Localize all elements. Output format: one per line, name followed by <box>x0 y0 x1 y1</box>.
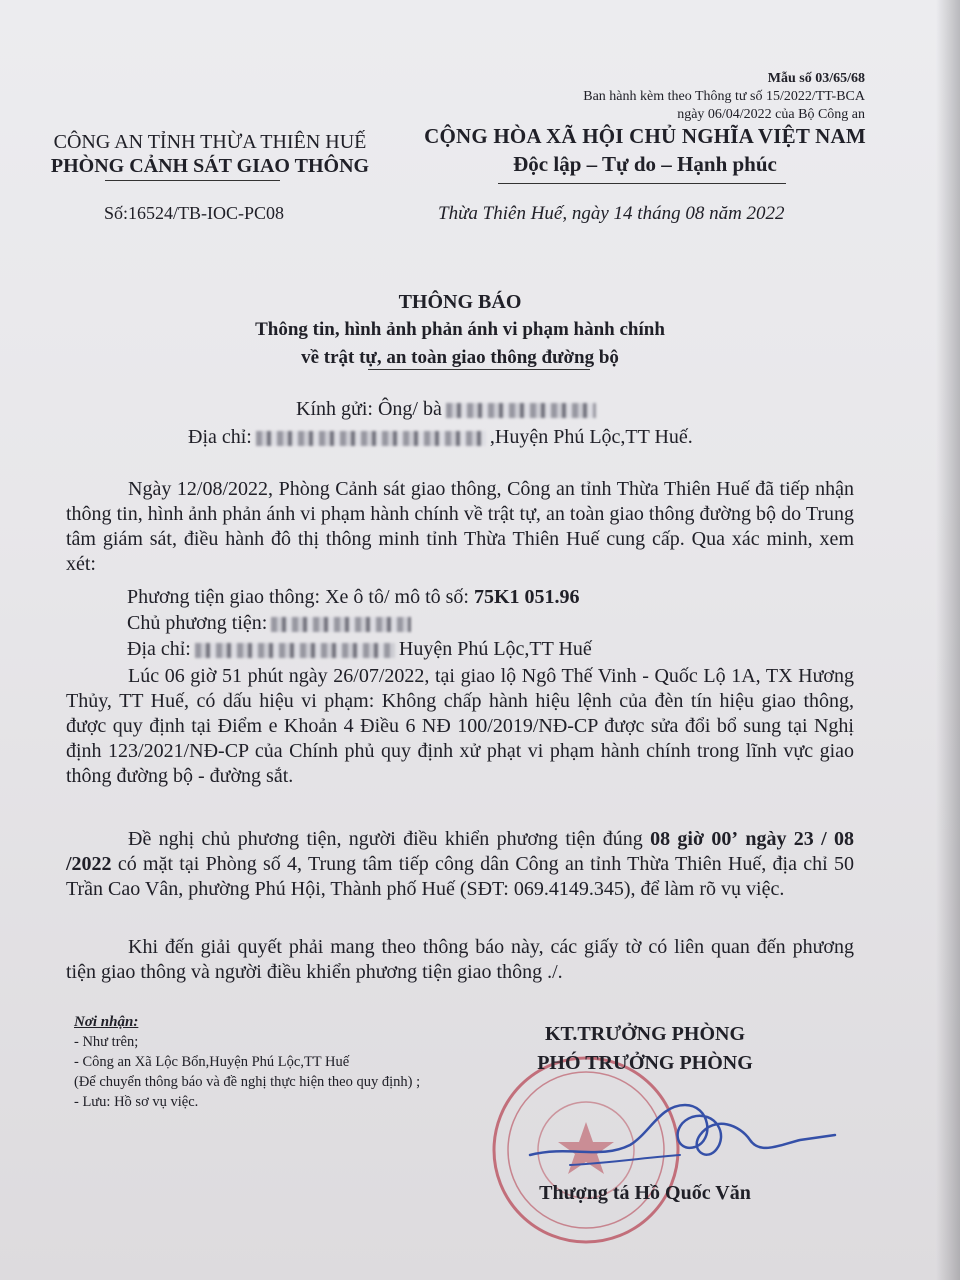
request-intro: Đề nghị chủ phương tiện, người điều khiển phương tiện đúng <box>128 828 643 850</box>
owner-address-tail: Huyện Phú Lộc,TT Huế <box>398 638 592 660</box>
owner-address-line <box>127 636 592 662</box>
recipient-address-line <box>188 424 693 450</box>
place-date: Thừa Thiên Huế, ngày 14 tháng 08 năm 2022 <box>438 203 785 224</box>
redacted-name <box>446 403 596 418</box>
signature-block <box>490 1020 800 1078</box>
agency-header <box>20 130 400 178</box>
document-title <box>110 288 810 372</box>
title-main: THÔNG BÁO <box>398 291 522 313</box>
owner-label: Chủ phương tiện: <box>127 612 268 634</box>
signer-name: Thượng tá Hồ Quốc Văn <box>539 1182 751 1204</box>
redacted-owner <box>271 617 411 632</box>
title-sub1: Thông tin, hình ảnh phản ánh vi phạm hành chính <box>255 319 665 340</box>
signature-title2: PHÓ TRƯỞNG PHÒNG <box>537 1052 753 1074</box>
request-time: 08 giờ 00’ <box>650 828 739 850</box>
request-date: ngày 23 / 08 /2022 <box>66 828 855 875</box>
form-issued-line1: Ban hành kèm theo Thông tư số 15/2022/TT-BCA <box>583 89 865 104</box>
form-number: Mẫu số 03/65/68 <box>767 71 865 86</box>
form-issued-line2: ngày 06/04/2022 của Bộ Công an <box>677 107 865 122</box>
national-motto: Độc lập – Tự do – Hạnh phúc <box>513 152 777 176</box>
national-country: CỘNG HÒA XÃ HỘI CHỦ NGHĨA VIỆT NAM <box>424 124 866 148</box>
signature-title1: KT.TRƯỞNG PHÒNG <box>545 1023 745 1045</box>
recipient-address-tail: ,Huyện Phú Lộc,TT Huế. <box>489 426 693 448</box>
page-edge-shadow <box>936 0 960 1280</box>
paragraph-intro: Ngày 12/08/2022, Phòng Cảnh sát giao thông, Công an tỉnh Thừa Thiên Huế đã tiếp nhận thông tin, hình ảnh phản ánh vi phạm hành chính về trật tự, an toàn giao thông đường bộ do Trung tâm giám sát, điều hành đô thị thông minh tỉnh Thừa Thiên Huế cung cấp. Qua xác minh, xem xét: <box>66 478 854 575</box>
title-divider <box>368 369 590 370</box>
recipient-greeting: Kính gửi: Ông/ bà <box>296 398 442 420</box>
owner-line <box>127 610 415 636</box>
paragraph-violation: Lúc 06 giờ 51 phút ngày 26/07/2022, tại giao lộ Ngô Thế Vinh - Quốc Lộ 1A, TX Hương Thủy, TT Huế, có dấu hiệu vi phạm: Không chấp hành hiệu lệnh của đèn tín hiệu giao thông, được quy định tại Điểm e Khoản 4 Điều 6 NĐ 100/2019/NĐ-CP được sửa đổi bổ sung tại Nghị định 123/2021/NĐ-CP của Chính phủ quy định xử phạt vi phạm hành chính trong lĩnh vực giao thông đường bộ - đường sắt. <box>66 665 854 787</box>
motto-divider <box>498 183 786 184</box>
recipient-greeting-line <box>296 396 600 422</box>
form-reference <box>520 70 865 124</box>
recipients-item: - Lưu: Hồ sơ vụ việc. <box>74 1094 199 1110</box>
recipients-item: - Công an Xã Lộc Bổn,Huyện Phú Lộc,TT Huế <box>74 1054 350 1070</box>
vehicle-line <box>127 584 580 610</box>
document-number: Số:16524/TB-IOC-PC08 <box>104 203 285 223</box>
handwritten-signature <box>510 1085 840 1190</box>
request-rest: có mặt tại Phòng số 4, Trung tâm tiếp công dân Công an tỉnh Thừa Thiên Huế, địa chỉ 50 Trần Cao Vân, phường Phú Hội, Thành phố Huế (SĐT: 069.4149.345), để làm rõ vụ việc. <box>66 853 854 900</box>
paragraph-request <box>66 827 854 902</box>
paragraph-closing: Khi đến giải quyết phải mang theo thông báo này, các giấy tờ có liên quan đến phương tiện giao thông và người điều khiển phương tiện giao thông ./. <box>66 936 854 983</box>
redacted-owner-address <box>195 643 395 658</box>
recipients-item: (Để chuyển thông báo và đề nghị thực hiện theo quy định) ; <box>74 1074 421 1090</box>
license-plate: 75K1 051.96 <box>473 586 580 608</box>
vehicle-label: Phương tiện giao thông: Xe ô tô/ mô tô số: <box>127 586 469 608</box>
recipients-heading: Nơi nhận: <box>74 1014 139 1030</box>
agency-divider <box>105 180 280 181</box>
agency-department: PHÒNG CẢNH SÁT GIAO THÔNG <box>50 155 370 177</box>
title-sub2: về trật tự, an toàn giao thông đường bộ <box>301 347 619 368</box>
recipient-address-label: Địa chỉ: <box>188 426 252 448</box>
redacted-address <box>256 431 486 446</box>
owner-address-label: Địa chỉ: <box>127 638 191 660</box>
national-header <box>405 122 885 178</box>
recipients-list <box>74 1012 464 1112</box>
agency-parent: CÔNG AN TỈNH THỪA THIÊN HUẾ <box>53 131 367 153</box>
recipients-item: - Như trên; <box>74 1034 139 1050</box>
